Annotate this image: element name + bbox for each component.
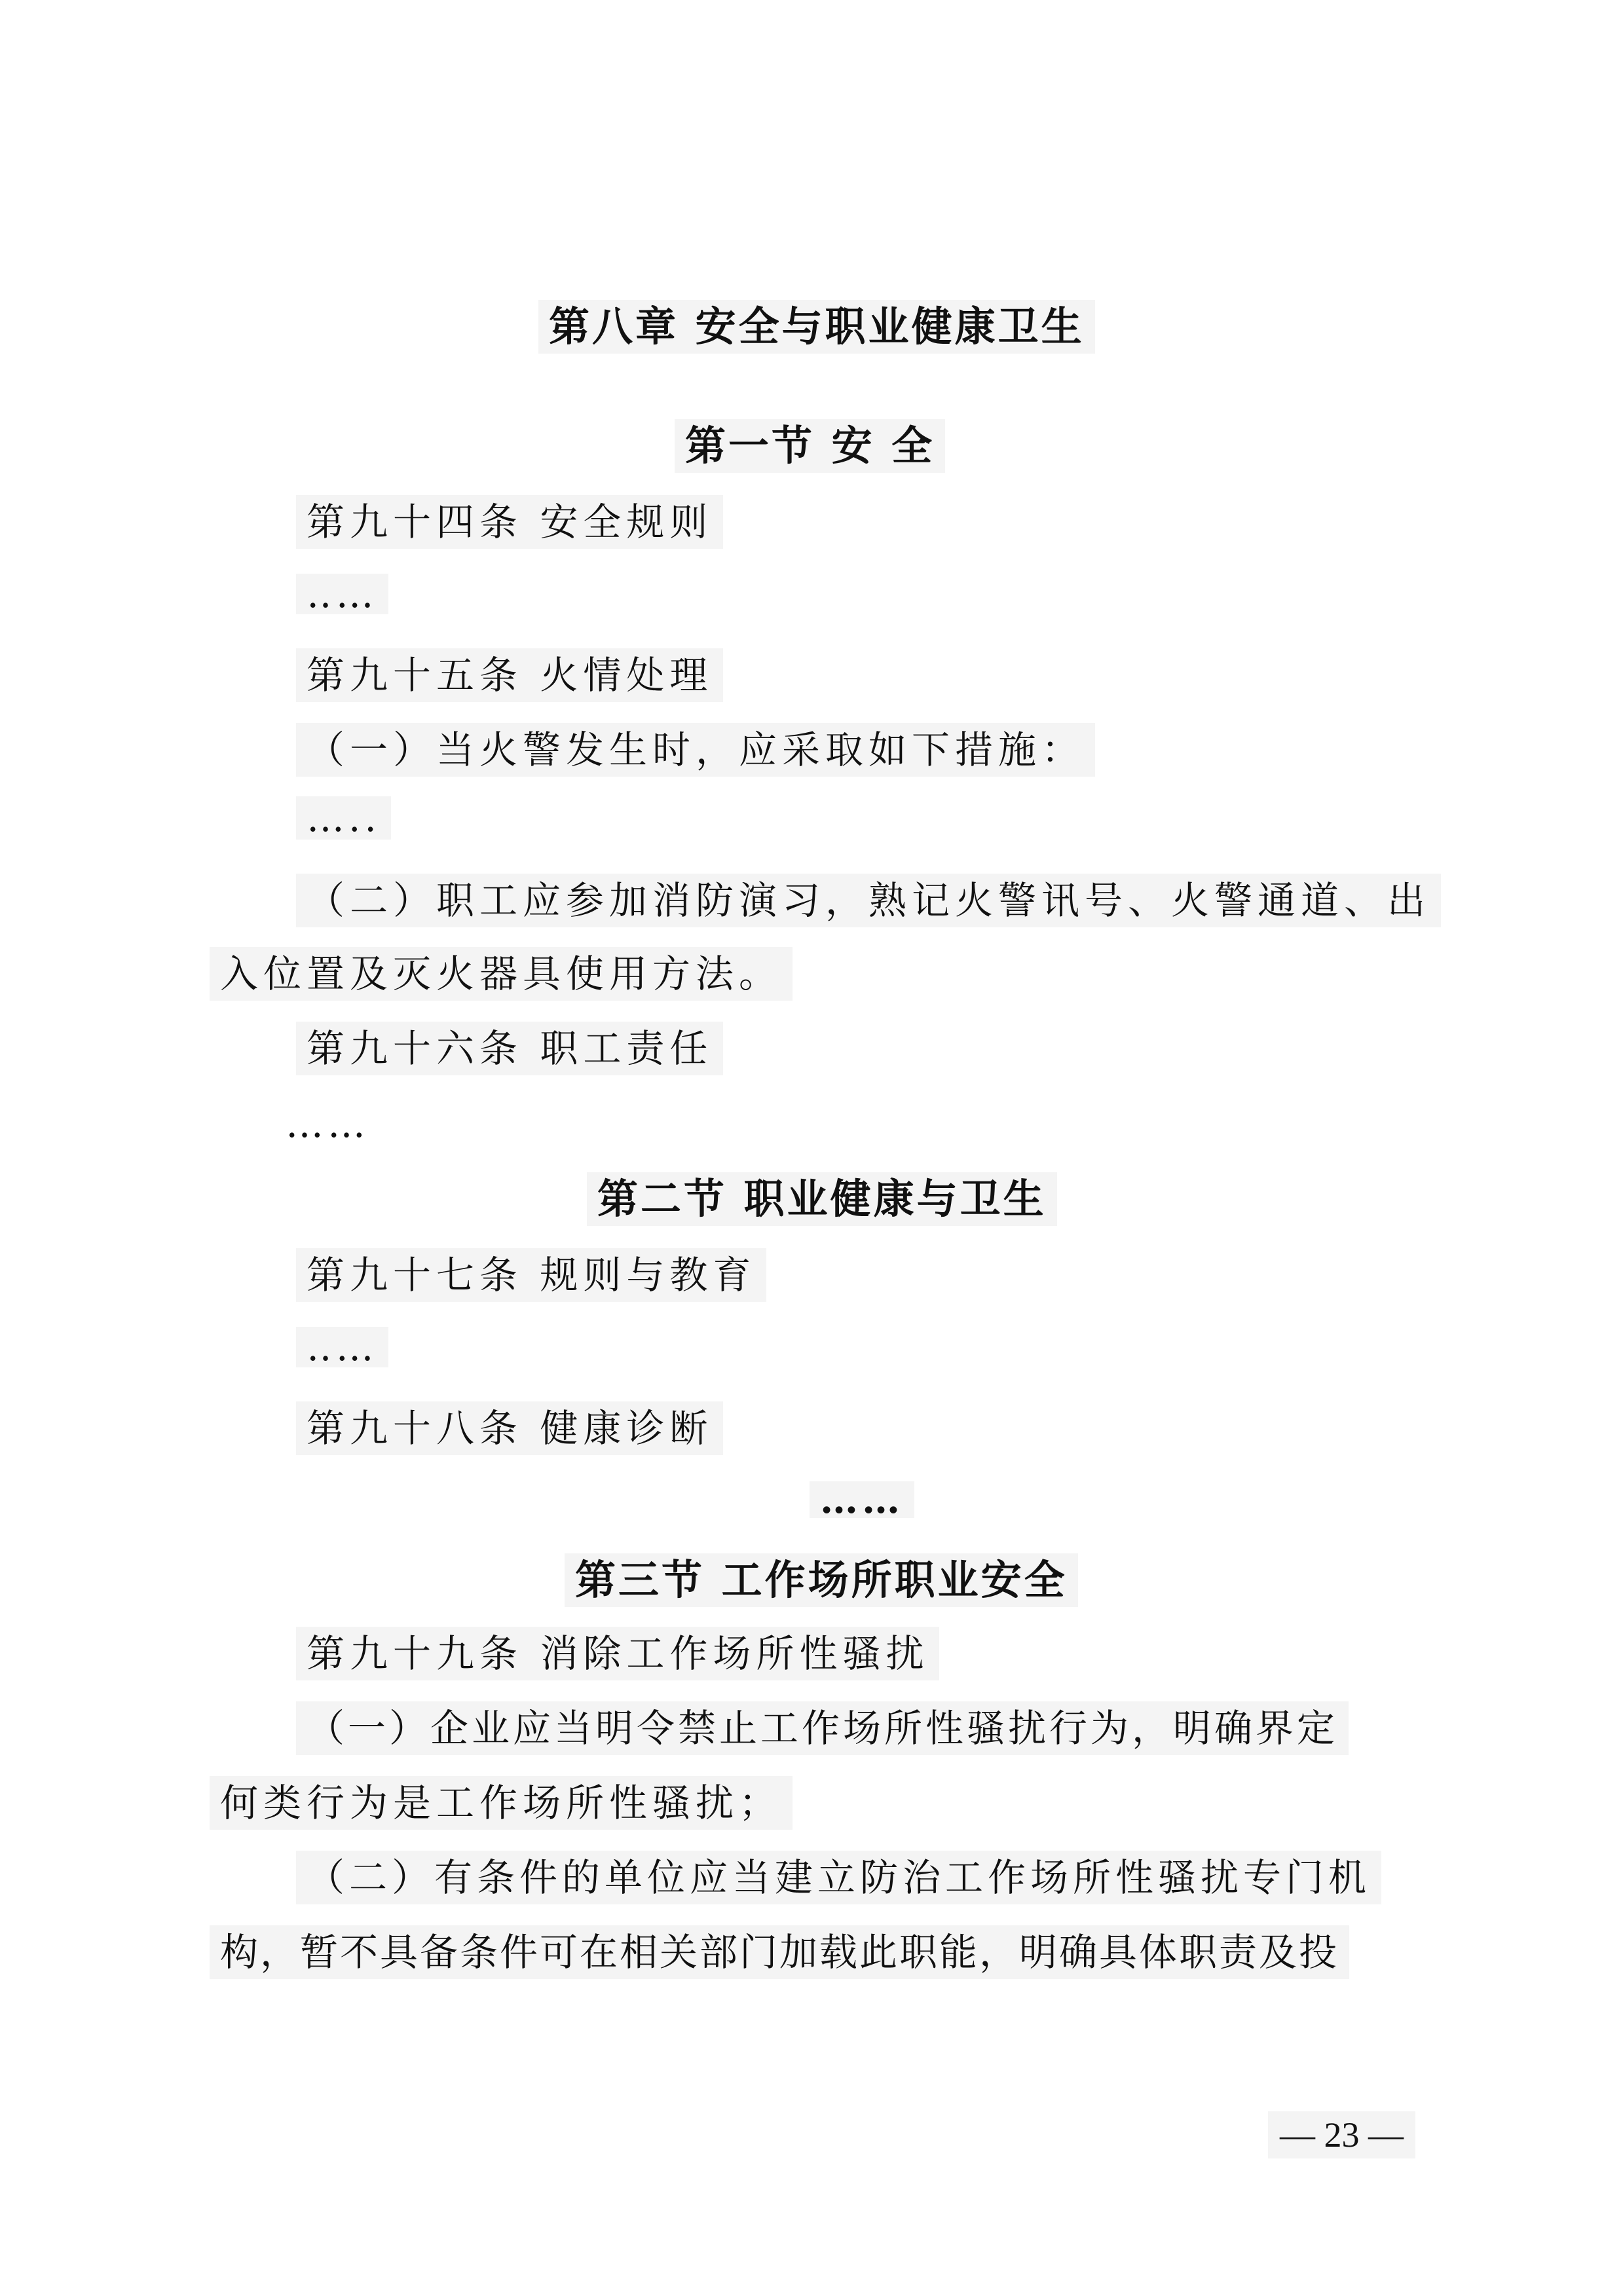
article-94-heading: 第九十四条 安全规则 xyxy=(296,495,723,549)
section-title-2: 第二节 职业健康与卫生 xyxy=(587,1172,1057,1226)
section-title-3: 第三节 工作场所职业安全 xyxy=(565,1553,1078,1607)
article-96-heading: 第九十六条 职工责任 xyxy=(296,1022,723,1075)
article-97-heading: 第九十七条 规则与教育 xyxy=(296,1248,766,1302)
article-99-heading: 第九十九条 消除工作场所性骚扰 xyxy=(296,1627,939,1680)
article-95-item-2-line-2: 入位置及灭火器具使用方法。 xyxy=(210,947,793,1001)
article-99-item-1-line-2: 何类行为是工作场所性骚扰； xyxy=(210,1776,793,1830)
article-99-item-2-line-1: （二）有条件的单位应当建立防治工作场所性骚扰专门机 xyxy=(296,1851,1381,1904)
article-95-heading: 第九十五条 火情处理 xyxy=(296,648,723,702)
ellipsis: …… xyxy=(275,1104,380,1143)
ellipsis: ‥… xyxy=(296,1327,388,1367)
article-99-item-1-line-1: （一）企业应当明令禁止工作场所性骚扰行为，明确界定 xyxy=(296,1701,1349,1755)
ellipsis: ….. xyxy=(296,796,391,840)
ellipsis: ‥… xyxy=(296,574,388,614)
page-number: — 23 — xyxy=(1268,2111,1415,2158)
article-98-heading: 第九十八条 健康诊断 xyxy=(296,1401,723,1455)
article-99-item-2-line-2: 构，暂不具备条件可在相关部门加载此职能，明确具体职责及投 xyxy=(210,1925,1349,1979)
ellipsis: …… xyxy=(810,1481,914,1518)
article-95-item-1: （一）当火警发生时，应采取如下措施： xyxy=(296,723,1095,777)
chapter-title: 第八章 安全与职业健康卫生 xyxy=(538,300,1095,354)
article-95-item-2-line-1: （二）职工应参加消防演习，熟记火警讯号、火警通道、出 xyxy=(296,874,1441,927)
section-title-1: 第一节 安 全 xyxy=(675,419,945,473)
